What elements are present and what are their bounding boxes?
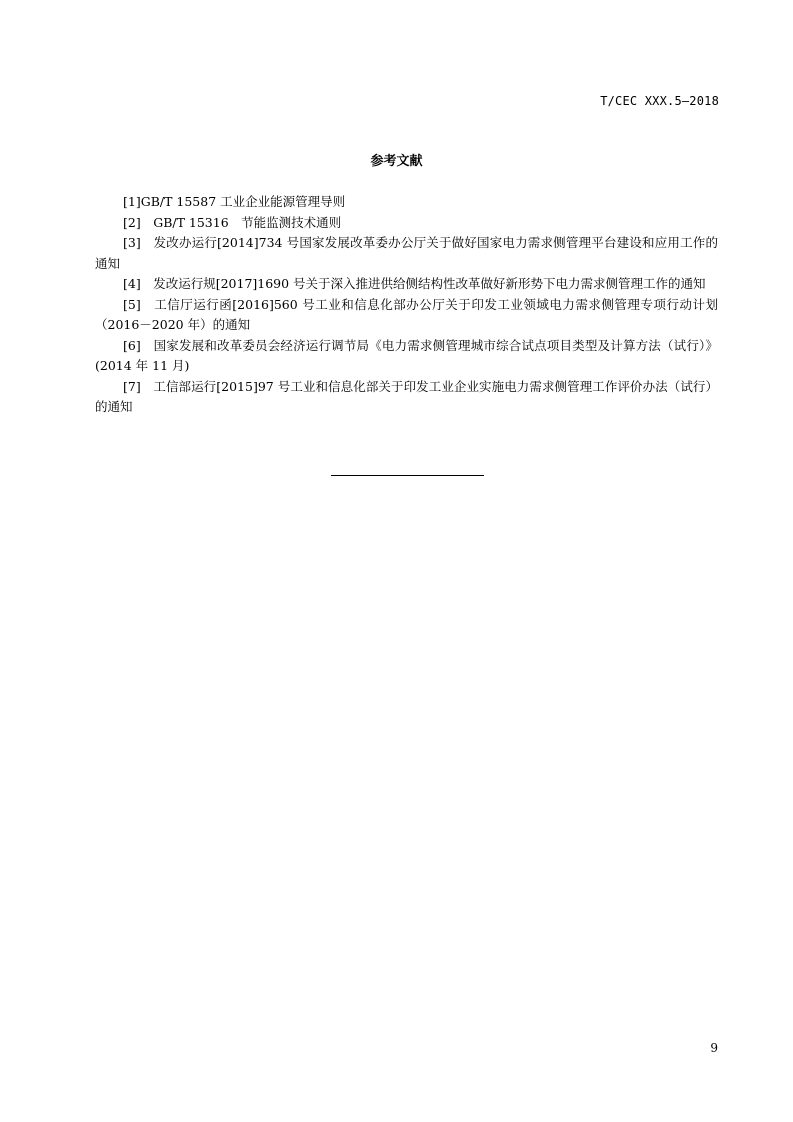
reference-item-3: [3] 发改办运行[2014]734 号国家发展改革委办公厅关于做好国家电力需求侧管理平台建设和应用工作的通知: [95, 235, 718, 271]
reference-list: [95, 192, 718, 418]
reference-item-7: [7] 工信部运行[2015]97 号工业和信息化部关于印发工业企业实施电力需求侧管理工作评价办法（试行）的通知: [95, 378, 718, 414]
reference-item-1: [1]GB/T 15587 工业企业能源管理导则: [123, 194, 346, 209]
reference-item-5: [5] 工信厅运行函[2016]560 号工业和信息化部办公厅关于印发工业领域电力需求侧管理专项行动计划（2016－2020 年）的通知: [95, 296, 718, 332]
section-title: 参考文献: [370, 154, 423, 169]
end-of-section-rule: [331, 475, 484, 476]
reference-item-6: [6] 国家发展和改革委员会经济运行调节局《电力需求侧管理城市综合试点项目类型及计算方法（试行）》(2014 年 11 月): [95, 337, 718, 373]
page-number: 9: [710, 1041, 718, 1055]
reference-item-2: [2] GB/T 15316 节能监测技术通则: [123, 214, 342, 230]
reference-item-4: [4] 发改运行规[2017]1690 号关于深入推进供给侧结构性改革做好新形势下电力需求侧管理工作的通知: [123, 276, 706, 291]
document-code: T/CEC XXX.5—2018: [600, 94, 719, 108]
